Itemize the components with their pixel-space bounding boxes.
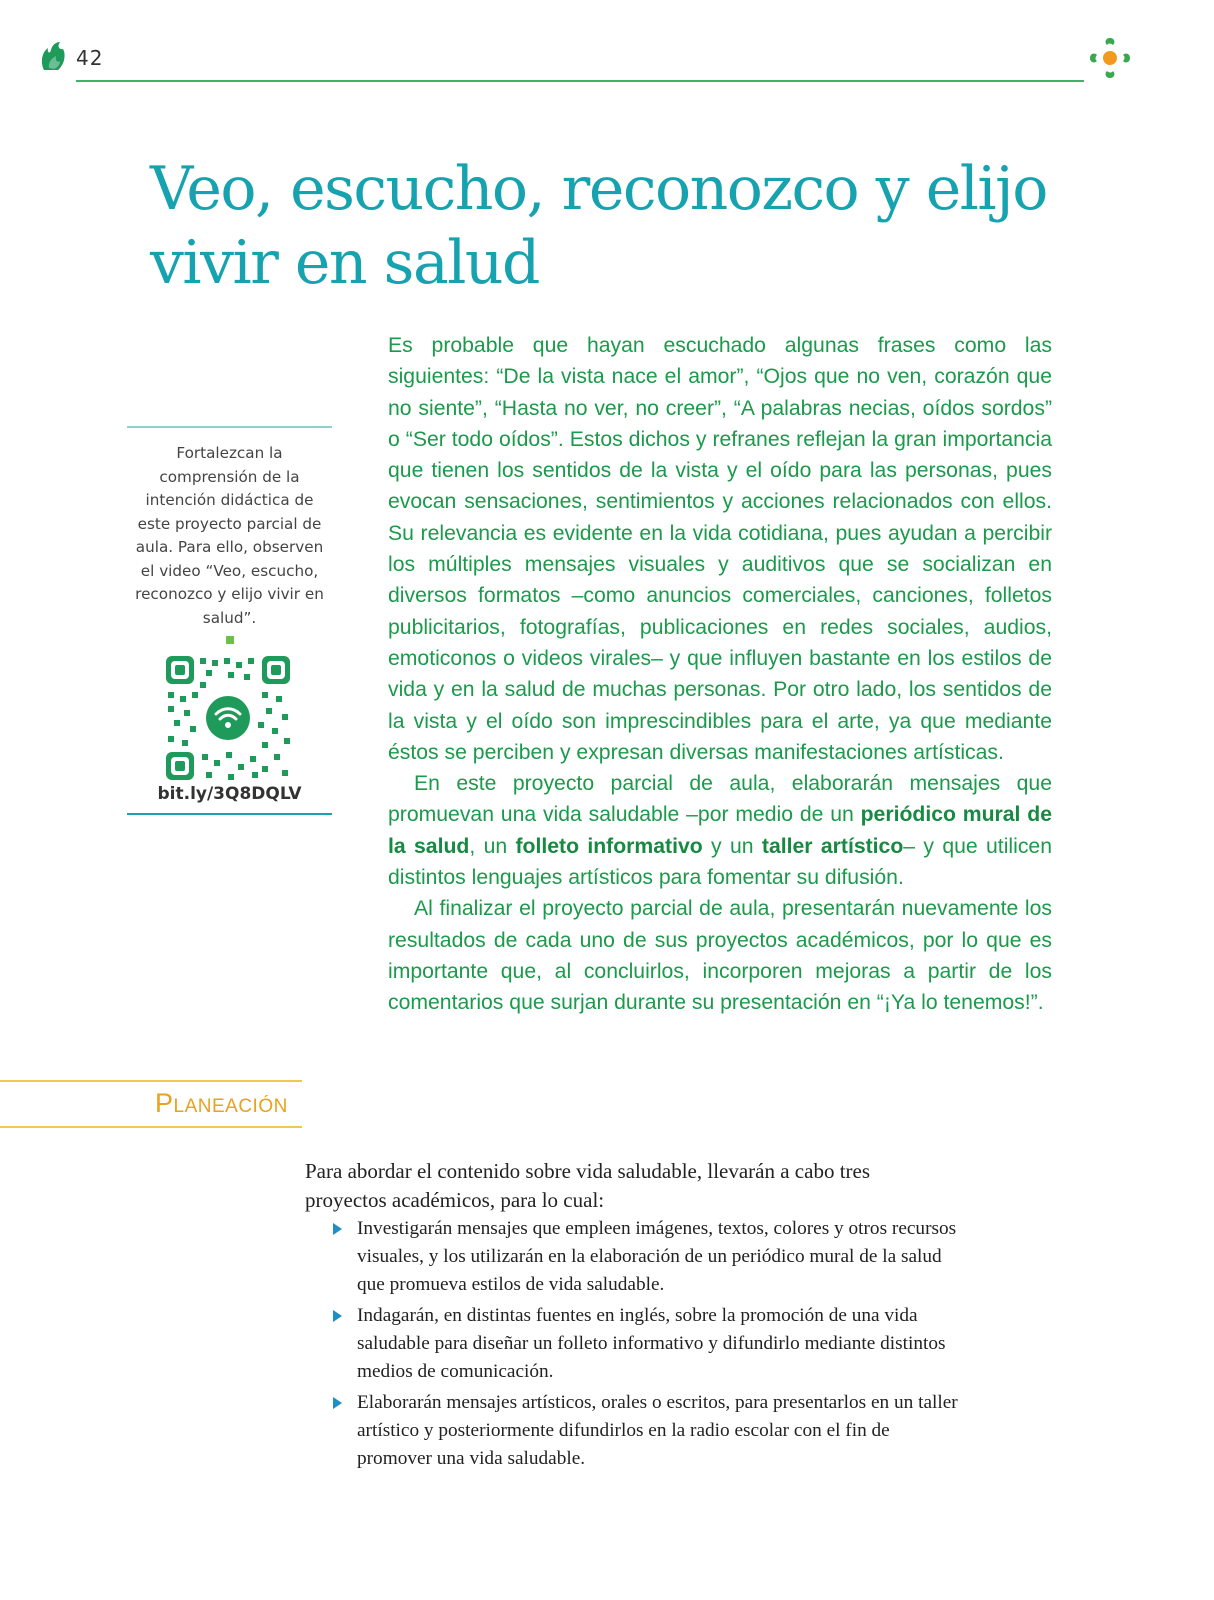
planning-intro: Para abordar el contenido sobre vida saludable, llevarán a cabo tres proyectos académicos, para lo cual: [305, 1159, 871, 1212]
triangle-bullet-icon [333, 1397, 342, 1409]
list-item [330, 1389, 960, 1473]
planning-rule-bottom [0, 1126, 302, 1128]
flame-leaf-icon [38, 40, 68, 74]
list-item [330, 1302, 960, 1386]
highlight-folleto-informativo: folleto informativo [515, 834, 703, 858]
sidebar-video-note [127, 426, 332, 644]
planning-heading: Planeación [155, 1088, 288, 1118]
body-p2-text-a: En este proyecto parcial de aula, elaborarán mensajes que promuevan una vida saludable –por medio de un [388, 772, 1052, 827]
body-paragraph-2 [388, 768, 1052, 893]
list-item [330, 1215, 960, 1299]
list-item-text: Indagarán, en distintas fuentes en inglés, sobre la promoción de una vida saludable para diseñar un folleto informativo y difundirlo mediante distintos medios de comunicación. [357, 1305, 946, 1382]
list-item-text: Elaborarán mensajes artísticos, orales o escritos, para presentarlos en un taller artístico y posteriormente difundirlos en la radio escolar con el fin de promover una vida saludable. [357, 1392, 958, 1469]
sidebar-top-rule [127, 426, 332, 428]
page-number: 42 [76, 46, 104, 70]
body-p2-text-e: – y que utilicen distintos lenguajes artísticos para fomentar su difusión. [388, 834, 1052, 890]
qr-code-icon[interactable] [166, 656, 290, 780]
body-paragraph-1: Es probable que hayan escuchado algunas frases como las siguientes: “De la vista nace el amor”, “Ojos que no ven, corazón que no siente”, “Hasta no ver, no creer”, “A palabras necias, oídos sordos” o “Ser todo oídos”. Estos dichos y refranes reflejan la gran importancia que tienen los sentidos de la vista y el oído para las personas, pues evocan sensaciones, sentimientos y acciones relacionados con ellos. Su relevancia es evidente en la vida cotidiana, pues ayudan a percibir los múltiples mensajes visuales y auditivos que se socializan en diversos formatos –como anuncios comerciales, canciones, folletos publicitarios, fotografías, publicaciones en redes sociales, audios, emoticonos o videos virales– y que influyen bastante en los estilos de vida y en la salud de muchas personas. Por otro lado, los sentidos de la vista y el oído son imprescindibles para el arte, ya que mediante éstos se perciben y expresan diversas manifestaciones artísticas. [388, 334, 1052, 764]
main-body-text [388, 330, 1052, 1019]
sidebar-text: Fortalezcan la comprensión de la intención didáctica de este proyecto parcial de aula. Para ello, observen el video “Veo, escucho, reconozco y elijo vivir en salud”. [135, 444, 324, 627]
sun-flower-logo-icon [1084, 32, 1136, 84]
planning-list [330, 1215, 960, 1476]
planning-rule-top [0, 1080, 302, 1082]
body-paragraph-3: Al finalizar el proyecto parcial de aula, presentarán nuevamente los resultados de cada uno de sus proyectos académicos, por lo que es importante que, al concluirlos, incorporen mejoras a partir de los comentarios que surjan durante su presentación en “¡Ya lo tenemos!”. [388, 897, 1052, 1015]
body-p2-text-c: , un [469, 834, 516, 858]
sidebar-dot [226, 636, 234, 644]
triangle-bullet-icon [333, 1310, 342, 1322]
body-p2-text-d: y un [702, 834, 762, 858]
list-item-text: Investigarán mensajes que empleen imágenes, textos, colores y otros recursos visuales, y los utilizarán en la elaboración de un periódico mural de la salud que promueva estilos de vida saludable. [357, 1218, 957, 1295]
header-rule [76, 80, 1084, 82]
video-short-link[interactable]: bit.ly/3Q8DQLV [157, 784, 302, 804]
sidebar-bottom-rule [127, 813, 332, 815]
highlight-periodico-mural: periódico mural de la salud [388, 803, 1052, 858]
triangle-bullet-icon [333, 1223, 342, 1235]
page-title [150, 152, 1050, 300]
page-title-line-1: Veo, escucho, reconozco y elijo [150, 154, 1047, 224]
page-title-line-2: vivir en salud [150, 228, 539, 298]
highlight-taller-artistico: taller artístico [761, 834, 904, 858]
